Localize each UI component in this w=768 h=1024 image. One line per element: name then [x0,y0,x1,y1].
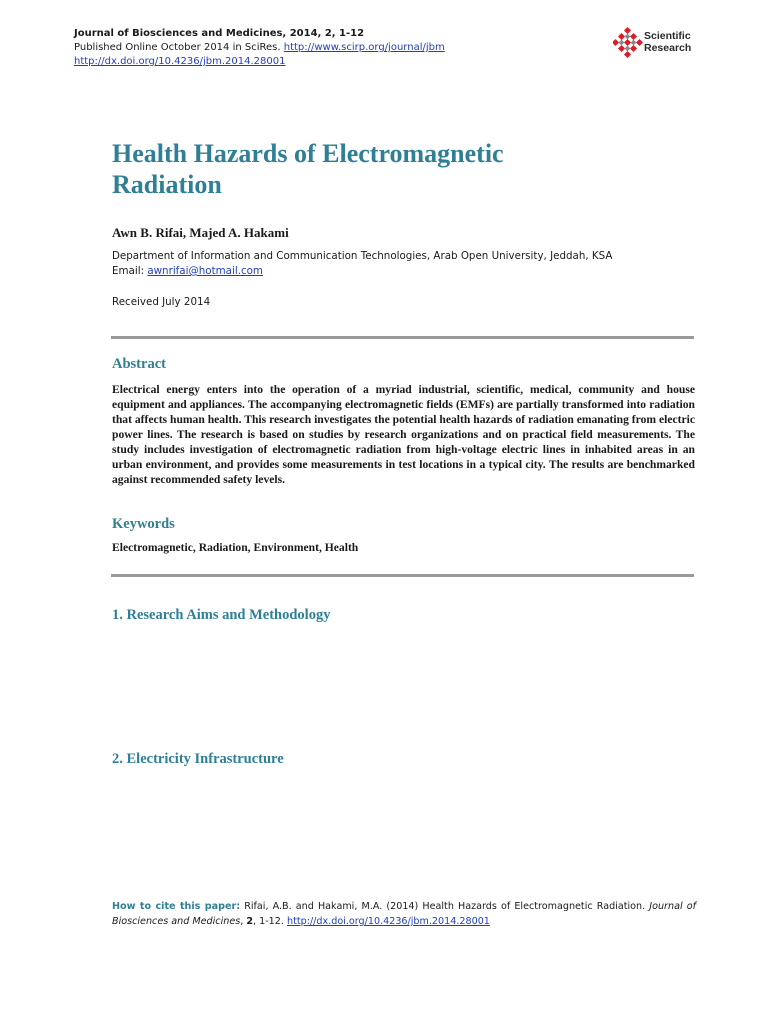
cite-authors: Rifai, A.B. and Hakami, M.A. (2014) Health Hazards of Electromagnetic Radiation. [244,901,646,912]
divider-top [111,336,694,339]
cite-doi-link[interactable]: http://dx.doi.org/10.4236/jbm.2014.28001 [287,916,490,927]
abstract-body: Electrical energy enters into the operation of a myriad industrial, scientific, medical, community and house equipment and appliances. The accompanying electromagnetic fields (EMFs) are partially transformed into radiation that affects human health. This research investigates the potential health hazards of radiation emanating from electric power lines. The research is based on studies by research organizations and on practical field measurements. The study includes investigation of electromagnetic radiation from high-voltage electric lines in inhabited areas in an urban environment, and provides some measurements in test locations in a typical city. The results are benchmarked against recommended safety levels. [112,383,695,486]
cite-volume: 2 [246,916,254,927]
header-doi-line [74,55,285,68]
email-line [112,264,263,279]
affiliation: Department of Information and Communication Technologies, Arab Open University, Jeddah, KSA [112,250,613,262]
journal-line: Journal of Biosciences and Medicines, 2014, 2, 1-12 [74,28,365,39]
received-date: Received July 2014 [112,296,211,308]
logo-mark-icon [613,27,643,59]
authors: Awn B. Rifai, Majed A. Hakami [112,225,289,240]
logo-text [644,31,691,54]
cite-label: How to cite this paper: [112,901,241,912]
section-heading-2: 2. Electricity Infrastructure [112,751,284,767]
logo-line2: Research [644,41,692,54]
email-link[interactable]: awnrifai@hotmail.com [147,265,263,277]
abstract-heading: Abstract [112,356,166,372]
journal-citation-line [74,27,364,40]
section-heading-1: 1. Research Aims and Methodology [112,607,331,623]
title-line-2: Radiation [112,170,222,199]
keywords-heading: Keywords [112,516,175,532]
logo-line1: Scientific [644,30,691,42]
header-doi-link[interactable]: http://dx.doi.org/10.4236/jbm.2014.28001 [74,56,286,67]
published-line [74,41,445,54]
title-line-1: Health Hazards of Electromagnetic [112,139,504,168]
cite-journal: Journal of Biosciences and Medicines [112,901,696,927]
how-to-cite: How to cite this paper: Rifai, A.B. and Hakami, M.A. (2014) Health Hazards of Electromagnetic Radiation. Journal of Biosciences and Medicines, 2, 1-12. http://dx.doi.org/10.4236/jbm.2014.28001 [112,901,696,927]
divider-bottom [111,574,694,577]
scientific-research-logo[interactable] [613,27,713,61]
article-title [112,138,672,200]
published-text: Published Online October 2014 in SciRes. [74,42,281,53]
journal-url-link[interactable]: http://www.scirp.org/journal/jbm [283,42,445,53]
cite-pages: , 1-12. [253,916,284,927]
email-label: Email: [112,265,145,277]
keywords-list: Electromagnetic, Radiation, Environment, Health [112,541,359,554]
